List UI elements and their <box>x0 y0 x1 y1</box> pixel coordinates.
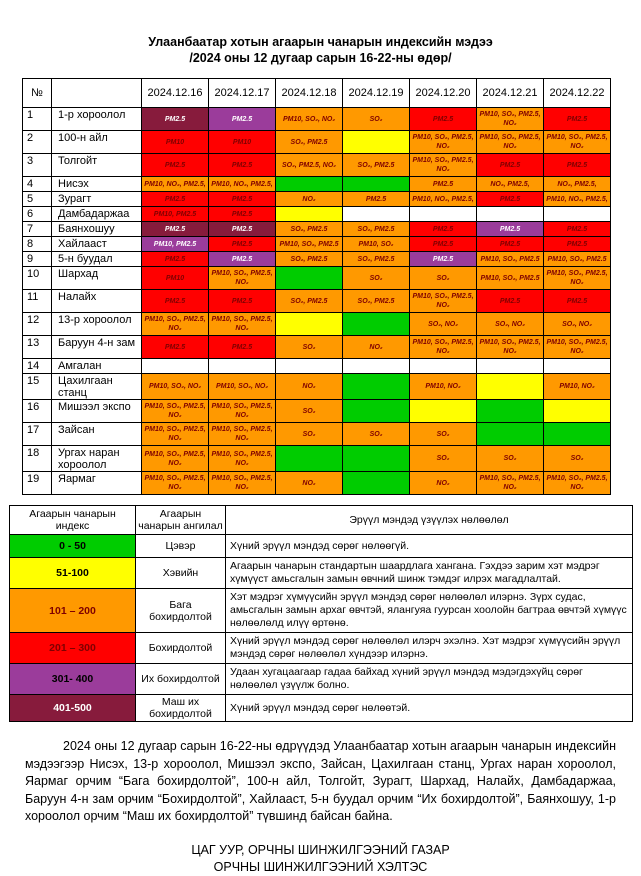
table-row <box>23 131 611 154</box>
aqi-cell <box>410 359 477 374</box>
aqi-cell <box>276 446 343 472</box>
aqi-cell: PM2.5 <box>544 108 611 131</box>
legend-category-header: Агаарын чанарын ангилал <box>136 506 226 535</box>
aqi-cell <box>343 359 410 374</box>
district-name: Шархад <box>52 267 142 290</box>
legend-range: 51-100 <box>10 558 136 589</box>
aqi-cell <box>477 400 544 423</box>
aqi-cell <box>276 177 343 192</box>
aqi-cell: NO₂ <box>343 336 410 359</box>
aqi-cell: NO₂ <box>410 472 477 495</box>
aqi-cell: PM2.5 <box>544 222 611 237</box>
aqi-cell <box>410 400 477 423</box>
aqi-cell: PM10, SO₂, PM2.5, NO₂ <box>410 336 477 359</box>
district-name: Баруун 4-н зам <box>52 336 142 359</box>
aqi-cell: PM2.5 <box>477 290 544 313</box>
aqi-cell: PM10, SO₂, PM2.5, NO₂ <box>477 472 544 495</box>
aqi-cell <box>544 423 611 446</box>
district-name: Толгойт <box>52 154 142 177</box>
aqi-cell: SO₂, NO₂ <box>544 313 611 336</box>
row-number: 16 <box>23 400 52 423</box>
page-title <box>0 34 641 66</box>
aqi-cell: PM2.5 <box>477 154 544 177</box>
aqi-cell: PM2.5 <box>410 237 477 252</box>
aqi-cell: PM10, SO₂, PM2.5, NO₂ <box>209 267 276 290</box>
aqi-cell: NO₂ <box>276 374 343 400</box>
table-row <box>23 336 611 359</box>
table-row <box>23 108 611 131</box>
district-name: 13-р хороолол <box>52 313 142 336</box>
date-column-header: 2024.12.17 <box>209 79 276 108</box>
aqi-cell: SO₂ <box>343 267 410 290</box>
aqi-cell: PM2.5 <box>477 192 544 207</box>
legend-range: 401-500 <box>10 695 136 722</box>
organization-line1: ЦАГ УУР, ОРЧНЫ ШИНЖИЛГЭЭНИЙ ГАЗАР <box>191 842 450 857</box>
district-name: Налайх <box>52 290 142 313</box>
aqi-cell: PM2.5 <box>142 154 209 177</box>
row-number: 1 <box>23 108 52 131</box>
aqi-cell: PM10, PM2.5 <box>142 237 209 252</box>
aqi-table-header-row <box>23 79 611 108</box>
aqi-cell: SO₂ <box>410 446 477 472</box>
aqi-cell: PM10, SO₂, PM2.5, NO₂ <box>477 336 544 359</box>
legend-category: Их бохирдолтой <box>136 664 226 695</box>
district-name: Ургах наран хороолол <box>52 446 142 472</box>
aqi-cell: PM10, SO₂, PM2.5, NO₂ <box>544 472 611 495</box>
aqi-cell: PM2.5 <box>209 252 276 267</box>
aqi-cell: SO₂ <box>276 423 343 446</box>
table-row <box>23 400 611 423</box>
aqi-legend-table <box>9 505 633 722</box>
district-name: Дамбадаржаа <box>52 207 142 222</box>
aqi-cell: SO₂, PM2.5 <box>276 222 343 237</box>
aqi-cell: PM10, SO₂, PM2.5, NO₂ <box>142 423 209 446</box>
table-row <box>23 290 611 313</box>
legend-row <box>10 664 633 695</box>
report-page <box>0 34 641 874</box>
aqi-cell <box>343 313 410 336</box>
aqi-cell: PM10, SO₂, PM2.5 <box>544 252 611 267</box>
aqi-cell <box>343 177 410 192</box>
aqi-cell <box>343 446 410 472</box>
aqi-cell: SO₂ <box>410 423 477 446</box>
row-number: 17 <box>23 423 52 446</box>
aqi-cell: SO₂ <box>343 108 410 131</box>
aqi-cell: SO₂ <box>276 400 343 423</box>
aqi-cell: NO₂, PM2.5, <box>477 177 544 192</box>
row-number: 9 <box>23 252 52 267</box>
legend-category: Маш их бохирдолтой <box>136 695 226 722</box>
aqi-cell: PM10, SO₂, PM2.5 <box>276 237 343 252</box>
aqi-cell: PM2.5 <box>343 192 410 207</box>
legend-category: Хэвийн <box>136 558 226 589</box>
aqi-cell: PM2.5 <box>142 108 209 131</box>
date-column-header: 2024.12.16 <box>142 79 209 108</box>
aqi-cell: PM10, NO₂, PM2.5, <box>410 192 477 207</box>
aqi-table <box>22 78 611 495</box>
aqi-cell: PM10, SO₂, NO₂ <box>142 374 209 400</box>
aqi-cell <box>343 207 410 222</box>
table-row <box>23 374 611 400</box>
legend-row <box>10 633 633 664</box>
aqi-cell: PM2.5 <box>410 177 477 192</box>
legend-index-header: Агаарын чанарын индекс <box>10 506 136 535</box>
legend-category: Бага бохирдолтой <box>136 589 226 633</box>
aqi-cell: SO₂ <box>276 336 343 359</box>
aqi-cell: PM10, SO₂, NO₂ <box>276 108 343 131</box>
page-title-line2: /2024 оны 12 дугаар сарын 16-22-ны өдөр/ <box>189 51 452 65</box>
district-name: Яармаг <box>52 472 142 495</box>
district-name: 5-н буудал <box>52 252 142 267</box>
aqi-cell: PM2.5 <box>209 207 276 222</box>
aqi-cell <box>544 359 611 374</box>
aqi-cell: PM2.5 <box>209 192 276 207</box>
aqi-cell <box>544 207 611 222</box>
table-row <box>23 359 611 374</box>
legend-effect: Хүний эрүүл мэндэд сөрөг нөлөөгүй. <box>226 535 633 558</box>
aqi-cell <box>343 472 410 495</box>
aqi-cell: PM10, SO₂, PM2.5 <box>477 267 544 290</box>
aqi-cell: SO₂ <box>477 446 544 472</box>
aqi-cell: SO₂ <box>343 423 410 446</box>
aqi-cell: PM2.5 <box>477 222 544 237</box>
table-row <box>23 192 611 207</box>
legend-effect-header: Эрүүл мэндэд үзүүлэх нөлөөлөл <box>226 506 633 535</box>
row-number: 18 <box>23 446 52 472</box>
aqi-cell: PM2.5 <box>209 222 276 237</box>
aqi-cell: PM2.5 <box>410 108 477 131</box>
aqi-cell <box>142 359 209 374</box>
legend-range: 0 - 50 <box>10 535 136 558</box>
aqi-cell: SO₂, PM2.5, NO₂ <box>276 154 343 177</box>
aqi-cell: PM10, SO₂, PM2.5, NO₂ <box>544 267 611 290</box>
table-row <box>23 267 611 290</box>
aqi-cell: PM2.5 <box>209 108 276 131</box>
aqi-cell: NO₂ <box>276 192 343 207</box>
aqi-cell: PM10, SO₂, PM2.5, NO₂ <box>544 131 611 154</box>
date-column-header: 2024.12.18 <box>276 79 343 108</box>
row-number: 3 <box>23 154 52 177</box>
aqi-cell: PM10, SO₂, PM2.5, NO₂ <box>142 472 209 495</box>
district-column-header <box>52 79 142 108</box>
aqi-cell: PM10, SO₂, PM2.5, NO₂ <box>209 400 276 423</box>
aqi-cell: SO₂, PM2.5 <box>343 222 410 237</box>
district-name: Зурагт <box>52 192 142 207</box>
aqi-cell: PM10, PM2.5 <box>142 207 209 222</box>
table-row <box>23 423 611 446</box>
table-row <box>23 154 611 177</box>
aqi-cell <box>544 400 611 423</box>
aqi-cell: NO₂ <box>276 472 343 495</box>
aqi-cell: SO₂ <box>544 446 611 472</box>
row-number: 6 <box>23 207 52 222</box>
aqi-cell <box>276 313 343 336</box>
aqi-cell: PM2.5 <box>544 154 611 177</box>
row-number: 14 <box>23 359 52 374</box>
legend-row <box>10 558 633 589</box>
aqi-cell: PM2.5 <box>544 237 611 252</box>
row-number: 15 <box>23 374 52 400</box>
aqi-cell: PM10, SO₂, PM2.5, NO₂ <box>209 472 276 495</box>
row-number: 2 <box>23 131 52 154</box>
aqi-cell: PM10, SO₂, NO₂ <box>209 374 276 400</box>
legend-header-row <box>10 506 633 535</box>
aqi-cell <box>343 131 410 154</box>
aqi-cell: PM2.5 <box>142 290 209 313</box>
aqi-cell: SO₂ <box>410 267 477 290</box>
aqi-cell: PM2.5 <box>209 290 276 313</box>
aqi-cell: PM2.5 <box>410 222 477 237</box>
aqi-cell: PM10, SO₂, PM2.5, NO₂ <box>142 313 209 336</box>
legend-row <box>10 695 633 722</box>
table-row <box>23 222 611 237</box>
district-name: Баянхошуу <box>52 222 142 237</box>
aqi-cell: SO₂, NO₂ <box>410 313 477 336</box>
aqi-cell: PM10, SO₂, PM2.5, NO₂ <box>209 313 276 336</box>
table-row <box>23 252 611 267</box>
district-name: Хайлааст <box>52 237 142 252</box>
aqi-cell: PM10, SO₂, PM2.5, NO₂ <box>142 400 209 423</box>
aqi-cell: SO₂, PM2.5 <box>343 252 410 267</box>
legend-effect: Хүний эрүүл мэндэд сөрөг нөлөөтэй. <box>226 695 633 722</box>
aqi-cell: PM2.5 <box>477 237 544 252</box>
aqi-cell: PM10, NO₂, PM2.5, <box>142 177 209 192</box>
aqi-cell: PM10 <box>142 131 209 154</box>
aqi-cell: SO₂, PM2.5 <box>343 290 410 313</box>
aqi-cell: PM2.5 <box>142 192 209 207</box>
aqi-cell: SO₂, PM2.5 <box>276 131 343 154</box>
aqi-cell: PM10, SO₂, PM2.5, NO₂ <box>410 290 477 313</box>
aqi-cell: SO₂, NO₂ <box>477 313 544 336</box>
legend-category: Цэвэр <box>136 535 226 558</box>
number-column-header: № <box>23 79 52 108</box>
legend-effect: Удаан хугацаагаар гадаа байхад хүний эрүүл мэндэд мэдэгдэхүйц сөрөг нөлөөлөл үзүүлж болно. <box>226 664 633 695</box>
aqi-cell: PM2.5 <box>544 290 611 313</box>
aqi-cell <box>209 359 276 374</box>
aqi-cell: PM10, SO₂, PM2.5, NO₂ <box>544 336 611 359</box>
date-column-header: 2024.12.20 <box>410 79 477 108</box>
row-number: 10 <box>23 267 52 290</box>
date-column-header: 2024.12.19 <box>343 79 410 108</box>
aqi-cell: PM10, NO₂, PM2.5, <box>544 192 611 207</box>
legend-effect: Хүний эрүүл мэндэд сөрөг нөлөөлөл илэрч эхэлнэ. Хэт мэдрэг хүмүүсийн эрүүл мэндэд сөрөг нөлөөлөл хүндээр илэрнэ. <box>226 633 633 664</box>
legend-range: 101 – 200 <box>10 589 136 633</box>
date-column-header: 2024.12.21 <box>477 79 544 108</box>
aqi-cell: PM2.5 <box>142 252 209 267</box>
legend-effect: Хэт мэдрэг хүмүүсийн эрүүл мэндэд сөрөг нөлөөлөл илэрнэ. Зүрх судас, амьсгалын замын архаг өвчтэй, ялангуяа гуурсан хоолойн багтраа өвчтэй хүмүүс нөлөөлөлд илүү өртөнө. <box>226 589 633 633</box>
legend-range: 201 – 300 <box>10 633 136 664</box>
row-number: 7 <box>23 222 52 237</box>
aqi-cell <box>276 267 343 290</box>
aqi-cell: PM10, SO₂, PM2.5, NO₂ <box>209 423 276 446</box>
table-row <box>23 472 611 495</box>
aqi-cell: PM10, SO₂, PM2.5, NO₂ <box>410 131 477 154</box>
row-number: 11 <box>23 290 52 313</box>
aqi-cell: SO₂, PM2.5 <box>276 252 343 267</box>
aqi-cell <box>477 359 544 374</box>
row-number: 8 <box>23 237 52 252</box>
aqi-cell: PM2.5 <box>410 252 477 267</box>
row-number: 19 <box>23 472 52 495</box>
district-name: 100-н айл <box>52 131 142 154</box>
district-name: 1-р хороолол <box>52 108 142 131</box>
table-row <box>23 237 611 252</box>
aqi-cell: PM2.5 <box>142 222 209 237</box>
district-name: Цахилгаан станц <box>52 374 142 400</box>
aqi-cell: SO₂, PM2.5 <box>343 154 410 177</box>
page-title-line1: Улаанбаатар хотын агаарын чанарын индексийн мэдээ <box>148 35 493 49</box>
row-number: 4 <box>23 177 52 192</box>
table-row <box>23 207 611 222</box>
legend-row <box>10 589 633 633</box>
aqi-cell <box>276 207 343 222</box>
aqi-cell: PM10 <box>209 131 276 154</box>
date-column-header: 2024.12.22 <box>544 79 611 108</box>
aqi-cell: PM10 <box>142 267 209 290</box>
aqi-cell: PM10, SO₂, PM2.5, NO₂ <box>142 446 209 472</box>
aqi-cell: PM10, SO₂ <box>343 237 410 252</box>
legend-range: 301- 400 <box>10 664 136 695</box>
legend-row <box>10 535 633 558</box>
aqi-cell: NO₂, PM2.5, <box>544 177 611 192</box>
aqi-cell: PM10, SO₂, PM2.5 <box>477 252 544 267</box>
district-name: Зайсан <box>52 423 142 446</box>
aqi-cell <box>343 400 410 423</box>
aqi-cell <box>410 207 477 222</box>
aqi-cell: PM2.5 <box>209 336 276 359</box>
aqi-cell: PM10, SO₂, PM2.5, NO₂ <box>209 446 276 472</box>
legend-effect: Агаарын чанарын стандартын шаардлага хангана. Гэхдээ зарим хэт мэдрэг хүмүүст амьсгалын замын өвчний шинж тэмдэг илрэх магадлалтай. <box>226 558 633 589</box>
aqi-cell: PM10, SO₂, PM2.5, NO₂ <box>410 154 477 177</box>
organization-signature <box>0 842 641 876</box>
district-name: Амгалан <box>52 359 142 374</box>
organization-line2: ОРЧНЫ ШИНЖИЛГЭЭНИЙ ХЭЛТЭС <box>213 859 428 874</box>
table-row <box>23 446 611 472</box>
summary-paragraph: 2024 оны 12 дугаар сарын 16-22-ны өдрүүдэд Улаанбаатар хотын агаарын чанарын индексийн мэдээгээр Нисэх, 13-р хороолол, Мишээл экспо, Зайсан, Цахилгаан станц, Ургах наран хороолол, Яармаг орчим “Бага бохирдолтой”, 100-н айл, Толгойт, Зурагт, Шархад, Налайх, Дамбадаржаа, Баруун 4-н зам орчим “Бохирдолтой”, Хайлааст, 5-н буудал орчим “Их бохирдолтой”, Баянхошуу, 1-р хороолол орчим “Маш их бохирдолтой” түвшинд байсан байна. <box>25 739 616 823</box>
aqi-cell: PM10, SO₂, PM2.5, NO₂ <box>477 131 544 154</box>
district-name: Мишээл экспо <box>52 400 142 423</box>
row-number: 5 <box>23 192 52 207</box>
aqi-cell <box>276 359 343 374</box>
aqi-cell <box>477 207 544 222</box>
aqi-cell: PM10, NO₂ <box>410 374 477 400</box>
district-name: Нисэх <box>52 177 142 192</box>
aqi-cell: PM10, SO₂, PM2.5, NO₂ <box>477 108 544 131</box>
table-row <box>23 313 611 336</box>
aqi-cell: PM2.5 <box>209 237 276 252</box>
row-number: 13 <box>23 336 52 359</box>
aqi-cell: SO₂, PM2.5 <box>276 290 343 313</box>
aqi-cell <box>477 423 544 446</box>
aqi-cell: PM2.5 <box>209 154 276 177</box>
aqi-cell <box>343 374 410 400</box>
aqi-cell: PM2.5 <box>142 336 209 359</box>
aqi-cell: PM10, NO₂ <box>544 374 611 400</box>
table-row <box>23 177 611 192</box>
aqi-cell <box>477 374 544 400</box>
legend-category: Бохирдолтой <box>136 633 226 664</box>
row-number: 12 <box>23 313 52 336</box>
aqi-cell: PM10, NO₂, PM2.5, <box>209 177 276 192</box>
